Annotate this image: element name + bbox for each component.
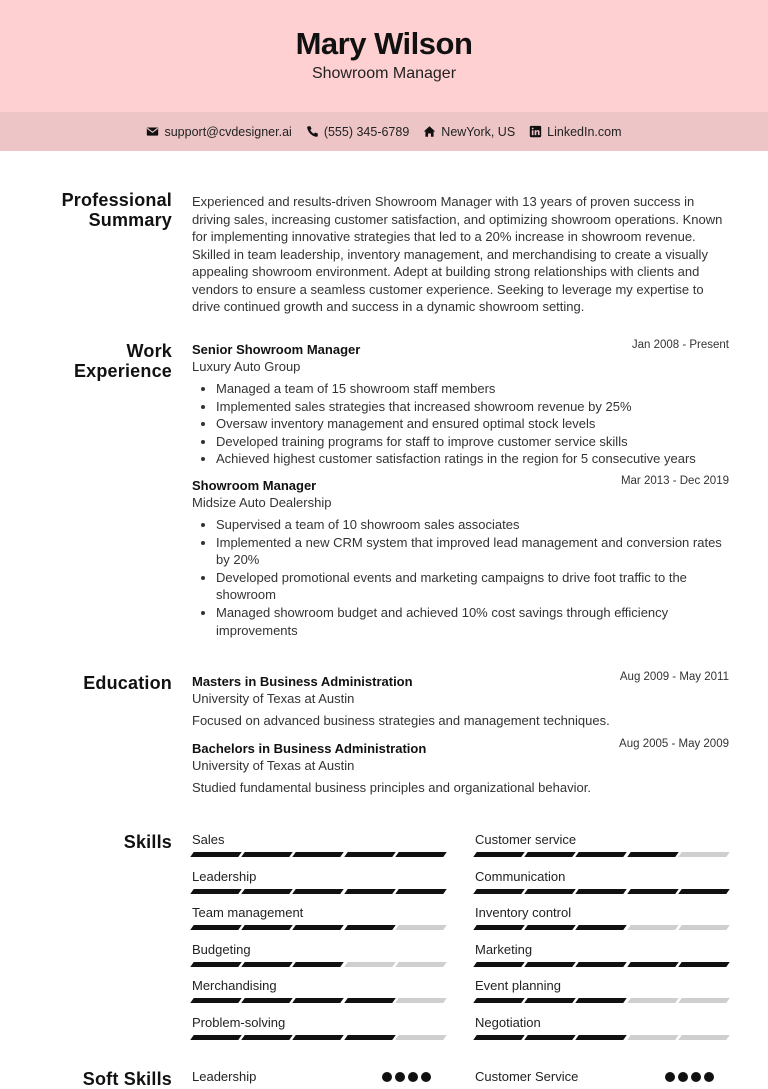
skill-level-segment — [293, 962, 345, 967]
contact-email-text: support@cvdesigner.ai — [164, 124, 292, 139]
skill-level-segment — [627, 852, 679, 857]
job-company: Midsize Auto Dealership — [192, 495, 332, 510]
skill-level-segment — [344, 962, 396, 967]
list-item: • Implemented sales strategies that increased showroom revenue by 25% — [216, 398, 729, 416]
degree-date: Aug 2005 - May 2009 — [619, 738, 729, 750]
skill-item — [475, 1015, 728, 1040]
section-title-soft-skills: Soft Skills — [82, 1069, 172, 1089]
skill-level-segment — [190, 925, 242, 930]
degree-title: Masters in Business Administration — [192, 674, 413, 689]
skill-level-segment — [627, 1035, 679, 1040]
skill-level-segment — [293, 889, 345, 894]
skill-level-segment — [190, 998, 242, 1003]
contact-linkedin[interactable] — [529, 125, 621, 139]
skill-level-segment — [344, 852, 396, 857]
contact-linkedin-text: LinkedIn.com — [547, 124, 622, 139]
rating-dot — [395, 1072, 405, 1082]
skill-level-segment — [473, 925, 525, 930]
soft-skill-item — [475, 1069, 728, 1085]
skill-item — [192, 978, 445, 1003]
skill-name: Inventory control — [475, 905, 572, 920]
rating-dot — [665, 1072, 675, 1082]
soft-skill-name: Customer Service — [475, 1069, 579, 1084]
soft-skill-name: Leadership — [192, 1069, 257, 1084]
section-title-skills: Skills — [123, 832, 172, 852]
skill-level-segment — [473, 1035, 525, 1040]
rating-dot — [678, 1072, 688, 1082]
contact-bar — [0, 112, 768, 151]
skill-item — [192, 905, 445, 930]
school-name: University of Texas at Austin — [192, 758, 355, 773]
skill-level-segment — [576, 1035, 628, 1040]
skill-level-segment — [473, 998, 525, 1003]
linkedin-icon — [529, 125, 542, 138]
skill-level-segment — [395, 852, 447, 857]
school-name: University of Texas at Austin — [192, 691, 355, 706]
skill-name: Team management — [192, 905, 304, 920]
job-date: Jan 2008 - Present — [631, 339, 729, 351]
work-entry — [192, 477, 729, 639]
education-entry — [192, 740, 729, 796]
skill-level-segment — [344, 925, 396, 930]
skill-level-segment — [678, 998, 730, 1003]
job-title: Senior Showroom Manager — [192, 342, 361, 357]
skill-level-segment — [576, 852, 628, 857]
skill-name: Problem-solving — [192, 1014, 286, 1030]
rating-dot — [421, 1072, 431, 1082]
list-item: • Managed a team of 15 showroom staff members — [216, 380, 729, 398]
skill-level-bar — [475, 889, 728, 894]
skill-level-segment — [678, 962, 730, 967]
skill-item — [192, 942, 445, 967]
skill-item — [192, 869, 445, 894]
contact-location — [423, 125, 515, 139]
skill-level-segment — [395, 925, 447, 930]
skill-level-segment — [524, 1035, 576, 1040]
soft-skill-item — [192, 1069, 445, 1085]
degree-description: Studied fundamental business principles and organizational behavior. — [192, 780, 591, 795]
rating-dot — [382, 1072, 392, 1082]
skill-level-segment — [241, 925, 293, 930]
skill-level-segment — [395, 998, 447, 1003]
skill-level-segment — [678, 852, 730, 857]
list-item: • Managed showroom budget and achieved 10% cost savings through efficiency improvements — [216, 604, 729, 639]
skill-level-segment — [576, 889, 628, 894]
skill-level-segment — [524, 998, 576, 1003]
skill-name: Sales — [192, 832, 225, 847]
skill-item — [192, 832, 445, 857]
skill-level-bar — [475, 998, 728, 1003]
skill-level-bar — [192, 925, 445, 930]
envelope-icon — [146, 125, 159, 138]
skill-level-segment — [473, 889, 525, 894]
degree-title: Bachelors in Business Administration — [192, 741, 427, 756]
soft-skill-rating — [665, 1072, 714, 1082]
skill-level-segment — [576, 998, 628, 1003]
job-title: Showroom Manager — [192, 478, 317, 493]
work-entry — [192, 341, 729, 468]
skill-level-segment — [395, 962, 447, 967]
skill-level-segment — [627, 998, 679, 1003]
list-item: • Implemented a new CRM system that improved lead management and conversion rates by 20% — [216, 534, 729, 569]
skill-level-bar — [475, 1035, 728, 1040]
skill-level-segment — [473, 852, 525, 857]
job-bullets — [192, 516, 729, 639]
skill-name: Marketing — [475, 941, 533, 957]
skill-level-segment — [678, 1035, 730, 1040]
skill-item — [475, 869, 728, 894]
rating-dot — [691, 1072, 701, 1082]
skill-level-segment — [344, 889, 396, 894]
skill-name: Event planning — [475, 978, 562, 993]
skill-name: Communication — [475, 868, 566, 884]
skill-level-segment — [190, 852, 242, 857]
skill-level-segment — [293, 1035, 345, 1040]
skill-level-segment — [344, 998, 396, 1003]
skill-level-segment — [190, 962, 242, 967]
skill-level-segment — [395, 889, 447, 894]
skill-level-segment — [576, 962, 628, 967]
skill-level-segment — [241, 962, 293, 967]
list-item: • Oversaw inventory management and ensured optimal stock levels — [216, 415, 729, 433]
skill-name: Negotiation — [475, 1014, 541, 1030]
skill-level-segment — [344, 1035, 396, 1040]
list-item: • Developed training programs for staff to improve customer service skills — [216, 433, 729, 451]
skill-level-segment — [293, 998, 345, 1003]
skill-name: Leadership — [192, 868, 257, 884]
candidate-name: Mary Wilson — [295, 26, 473, 61]
resume-header — [0, 0, 768, 112]
skill-level-segment — [524, 889, 576, 894]
skill-level-segment — [190, 889, 242, 894]
skill-level-segment — [524, 962, 576, 967]
skill-level-bar — [192, 889, 445, 894]
skill-level-bar — [475, 925, 728, 930]
skill-level-segment — [395, 1035, 447, 1040]
skill-level-bar — [192, 852, 445, 857]
skill-level-segment — [627, 962, 679, 967]
skill-name: Budgeting — [192, 941, 251, 957]
list-item: • Supervised a team of 10 showroom sales associates — [216, 516, 729, 534]
skill-name: Merchandising — [192, 978, 277, 993]
job-date: Mar 2013 - Dec 2019 — [620, 475, 729, 487]
skill-level-bar — [192, 1035, 445, 1040]
degree-description: Focused on advanced business strategies and management techniques. — [192, 713, 610, 728]
skill-item — [475, 905, 728, 930]
skill-level-segment — [293, 925, 345, 930]
skill-level-segment — [627, 889, 679, 894]
contact-email[interactable] — [146, 125, 291, 139]
contact-location-text: NewYork, US — [441, 124, 516, 139]
section-title-education: Education — [83, 673, 172, 693]
skill-level-segment — [678, 925, 730, 930]
degree-date: Aug 2009 - May 2011 — [619, 671, 729, 683]
skill-level-segment — [524, 852, 576, 857]
skill-item — [475, 942, 728, 967]
skill-level-segment — [241, 889, 293, 894]
job-bullets — [192, 380, 729, 468]
summary-text: Experienced and results-driven Showroom Manager with 13 years of proven success in driving sales, increasing customer satisfaction, and optimizing showroom operations. Known for implementing innovative strategies that led to a 20% increase in showroom revenue. Skilled in team leadership, inventory management, and merchandising to create a visually appealing showroom environment. Adept at building strong relationships with clients and vendors to ensure a seamless customer experience. Seeking to leverage my expertise to drive continued growth and success in a dynamic showroom setting. — [192, 194, 723, 314]
skill-level-segment — [241, 852, 293, 857]
job-company: Luxury Auto Group — [192, 359, 301, 374]
soft-skill-rating — [382, 1072, 431, 1082]
contact-phone-text: (555) 345-6789 — [323, 124, 410, 139]
section-title-summary: Professional Summary — [61, 190, 172, 230]
skill-item — [475, 832, 728, 857]
skill-level-bar — [192, 962, 445, 967]
candidate-title: Showroom Manager — [311, 65, 457, 82]
skill-item — [192, 1015, 445, 1040]
home-icon — [423, 125, 436, 138]
skill-level-segment — [241, 998, 293, 1003]
section-title-work: Work Experience — [73, 341, 172, 381]
skill-level-bar — [475, 962, 728, 967]
skill-item — [475, 978, 728, 1003]
skill-level-segment — [190, 1035, 242, 1040]
phone-icon — [306, 125, 319, 138]
skill-level-segment — [524, 925, 576, 930]
skill-name: Customer service — [475, 832, 577, 847]
skill-level-segment — [293, 852, 345, 857]
rating-dot — [408, 1072, 418, 1082]
list-item: • Developed promotional events and marketing campaigns to drive foot traffic to the showroom — [216, 569, 729, 604]
education-entry — [192, 673, 729, 729]
skill-level-segment — [627, 925, 679, 930]
list-item: • Achieved highest customer satisfaction ratings in the region for 5 consecutive years — [216, 450, 729, 468]
skill-level-bar — [192, 998, 445, 1003]
skill-level-segment — [473, 962, 525, 967]
skill-level-segment — [241, 1035, 293, 1040]
skill-level-segment — [678, 889, 730, 894]
skill-level-bar — [475, 852, 728, 857]
rating-dot — [704, 1072, 714, 1082]
skill-level-segment — [576, 925, 628, 930]
contact-phone[interactable] — [306, 125, 409, 139]
